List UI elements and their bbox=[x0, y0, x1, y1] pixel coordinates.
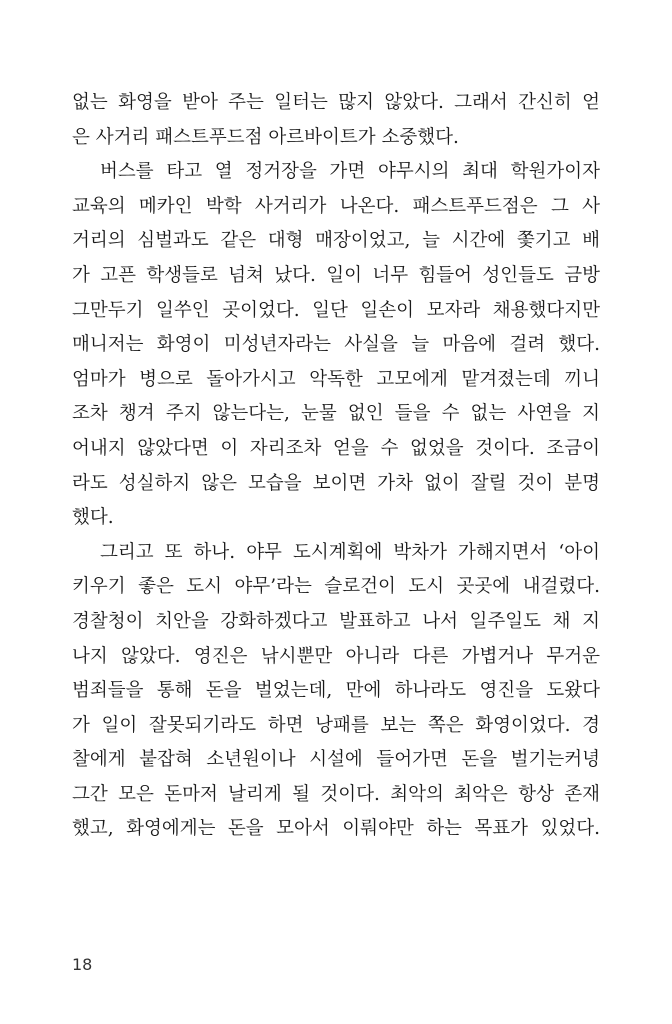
text-line: 나지 않았다. 영진은 낚시뿐만 아니라 다른 가볍거나 무거운 bbox=[72, 645, 600, 667]
text-line: 거리의 심벌과도 같은 대형 매장이었고, 늘 시간에 쫓기고 배 bbox=[72, 230, 600, 252]
text-line: 가 고픈 학생들로 넘쳐 났다. 일이 너무 힘들어 성인들도 금방 bbox=[72, 264, 600, 286]
text-line: 매니저는 화영이 미성년자라는 사실을 늘 마음에 걸려 했다. bbox=[72, 334, 600, 356]
text-line: 조차 챙겨 주지 않는다는, 눈물 없인 들을 수 없는 사연을 지 bbox=[72, 403, 600, 425]
body-text bbox=[72, 86, 600, 847]
text-line: 찰에게 붙잡혀 소년원이나 시설에 들어가면 돈을 벌기는커녕 bbox=[72, 749, 600, 771]
text-line: 했다. bbox=[72, 507, 114, 529]
text-line: 버스를 타고 열 정거장을 가면 야무시의 최대 학원가이자 bbox=[100, 161, 600, 183]
text-line: 가 일이 잘못되기라도 하면 낭패를 보는 쪽은 화영이었다. 경 bbox=[72, 714, 600, 736]
text-line: 그리고 또 하나. 야무 도시계획에 박차가 가해지면서 ‘아이 bbox=[100, 541, 600, 563]
text-line: 키우기 좋은 도시 야무’라는 슬로건이 도시 곳곳에 내걸렸다. bbox=[72, 576, 600, 598]
text-line: 했고, 화영에게는 돈을 모아서 이뤄야만 하는 목표가 있었다. bbox=[72, 818, 600, 840]
text-line: 엄마가 병으로 돌아가시고 악독한 고모에게 맡겨졌는데 끼니 bbox=[72, 368, 600, 390]
page-number: 18 bbox=[72, 955, 93, 974]
text-line: 은 사거리 패스트푸드점 아르바이트가 소중했다. bbox=[72, 126, 459, 148]
text-line: 그만두기 일쑤인 곳이었다. 일단 일손이 모자라 채용했다지만 bbox=[72, 299, 600, 321]
text-line: 범죄들을 통해 돈을 벌었는데, 만에 하나라도 영진을 도왔다 bbox=[72, 680, 600, 702]
text-line: 라도 성실하지 않은 모습을 보이면 가차 없이 잘릴 것이 분명 bbox=[72, 472, 600, 494]
text-line: 그간 모은 돈마저 날리게 될 것이다. 최악의 최악은 항상 존재 bbox=[72, 783, 600, 805]
text-line: 어내지 않았다면 이 자리조차 얻을 수 없었을 것이다. 조금이 bbox=[72, 437, 600, 459]
text-line: 교육의 메카인 박학 사거리가 나온다. 패스트푸드점은 그 사 bbox=[72, 195, 600, 217]
text-line: 없는 화영을 받아 주는 일터는 많지 않았다. 그래서 간신히 얻 bbox=[72, 92, 600, 113]
text-line: 경찰청이 치안을 강화하겠다고 발표하고 나서 일주일도 채 지 bbox=[72, 610, 600, 632]
